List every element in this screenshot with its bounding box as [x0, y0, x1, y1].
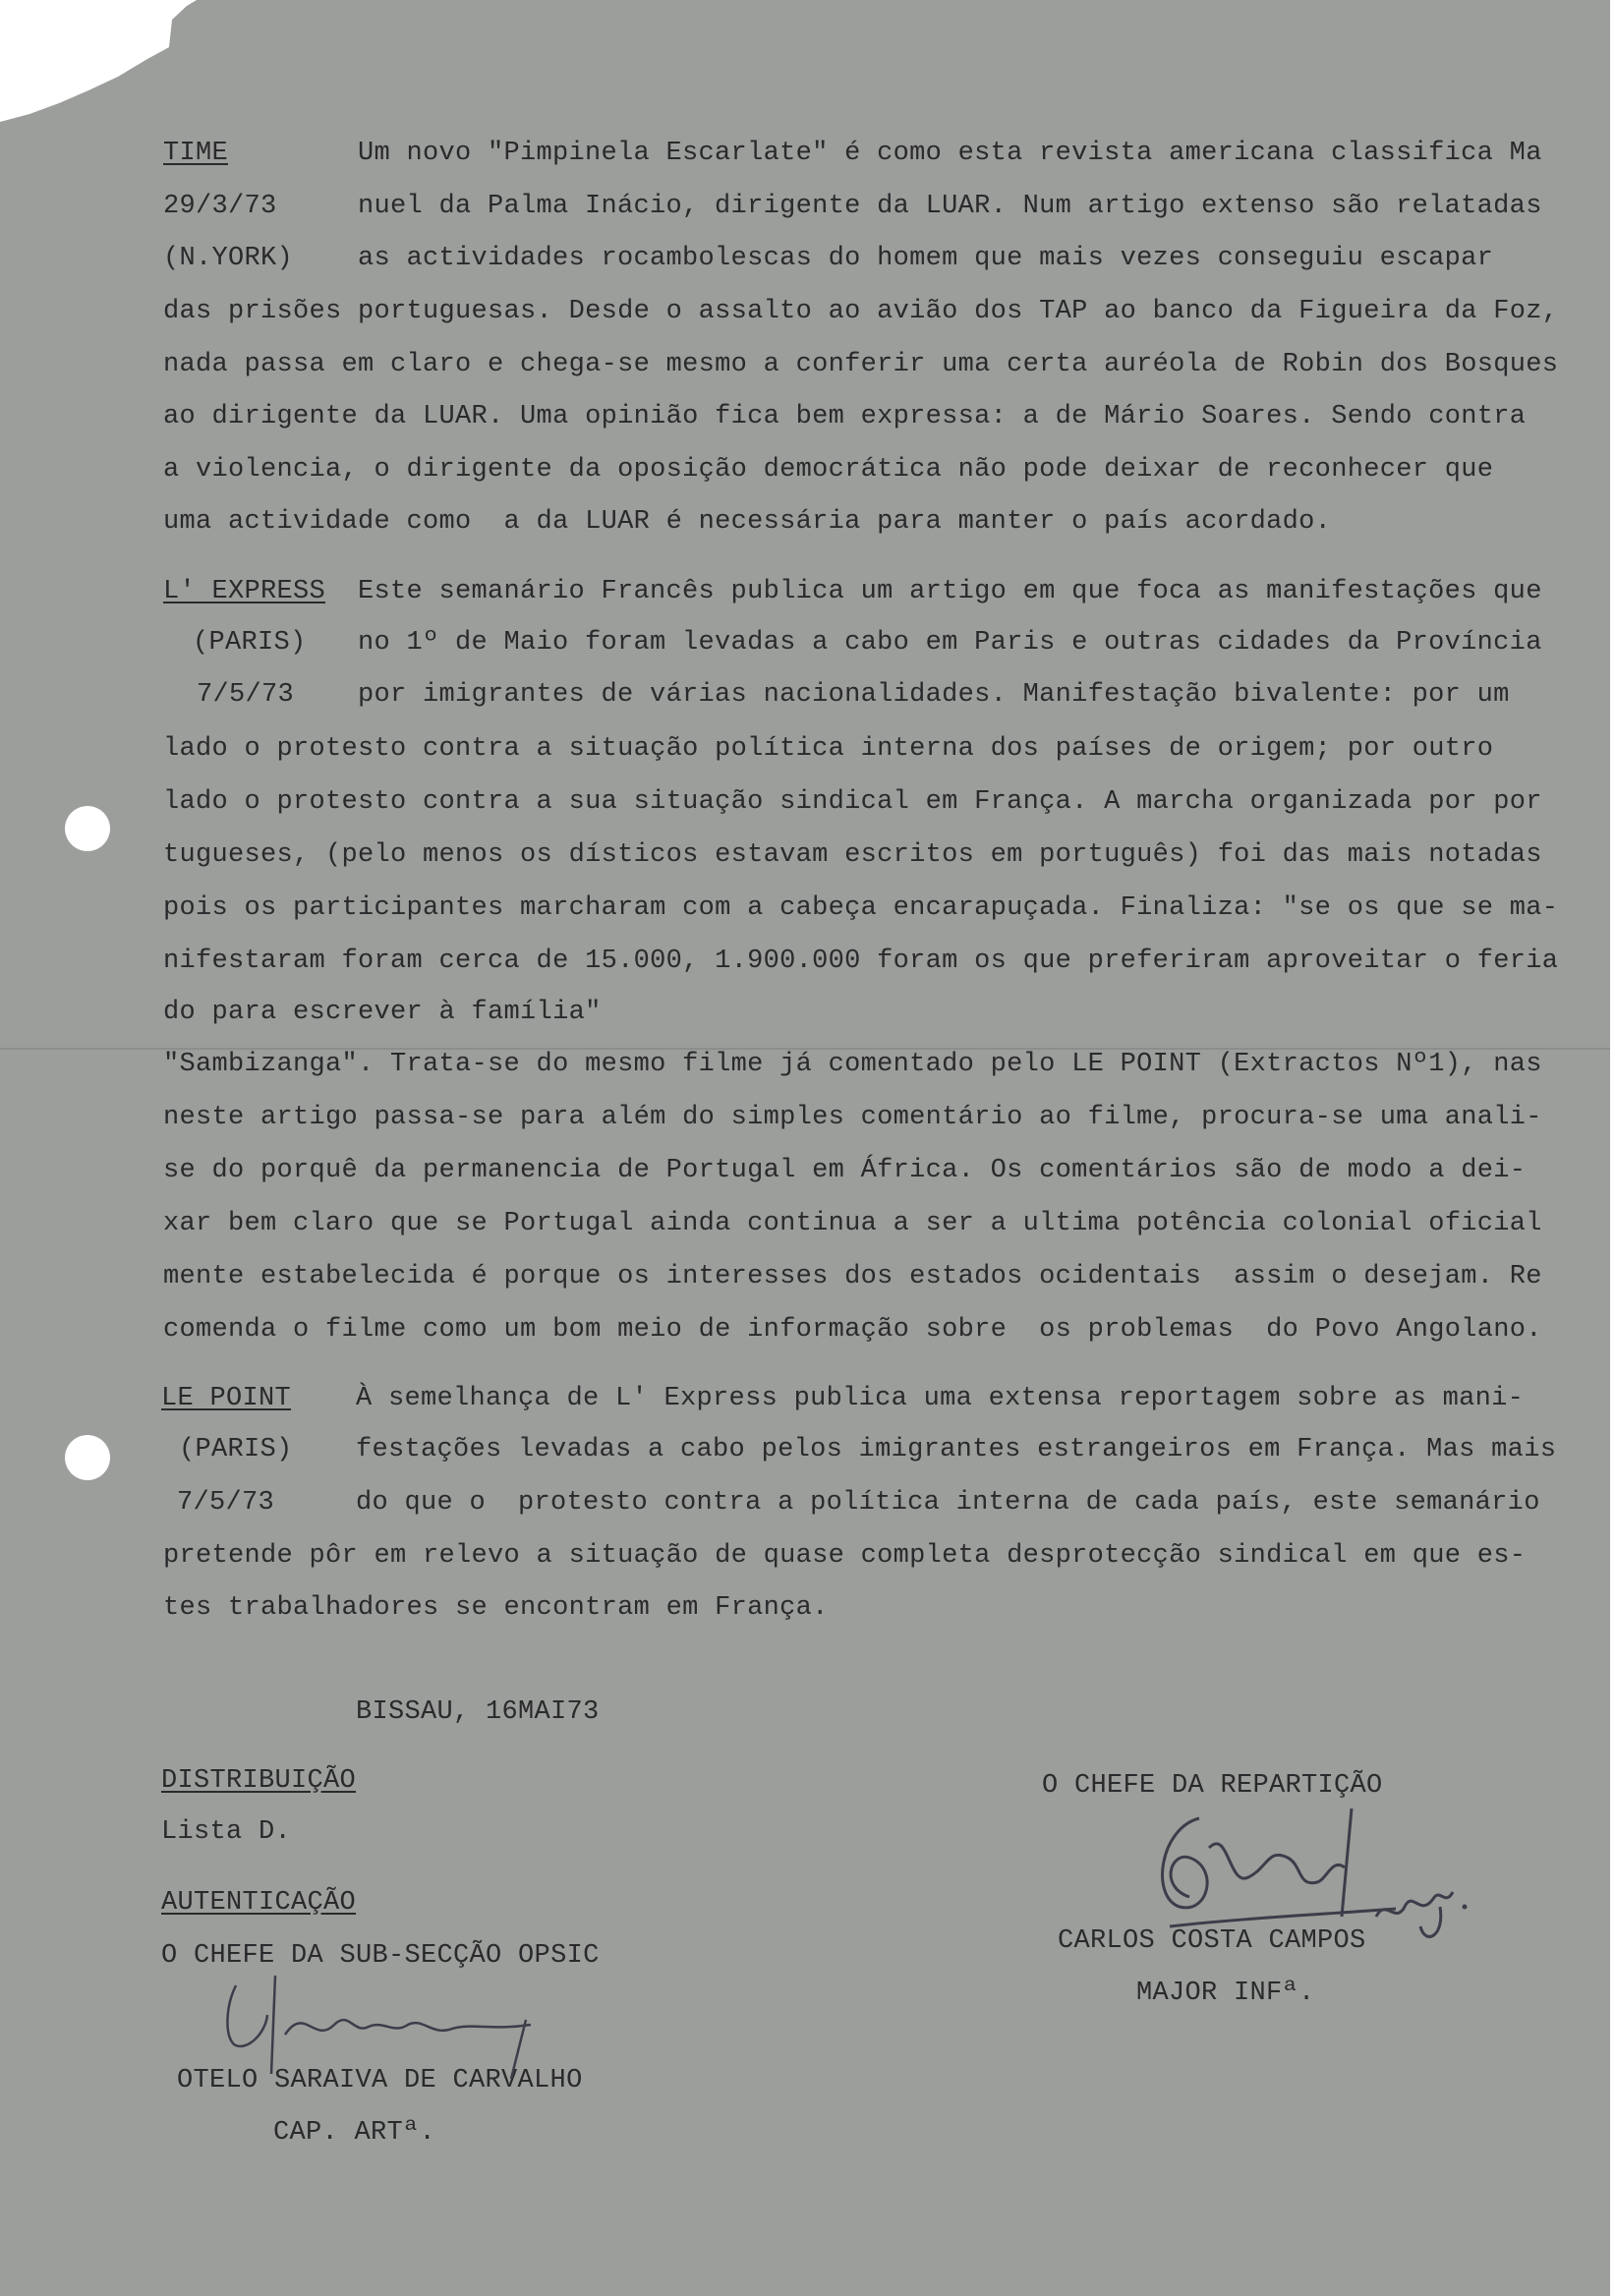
text-line: lado o protesto contra a sua situação sindical em França. A marcha organizada por por	[163, 787, 1542, 817]
text-line: nada passa em claro e chega-se mesmo a conferir uma certa auréola de Robin dos Bosques	[163, 350, 1559, 379]
text-line: neste artigo passa-se para além do simples comentário ao filme, procura-se uma anali-	[163, 1103, 1542, 1132]
punch-hole	[65, 1435, 110, 1480]
text-line: Um novo "Pimpinela Escarlate" é como esta revista americana classifica Ma	[358, 139, 1542, 168]
text-line: a violencia, o dirigente da oposição democrática não pode deixar de reconhecer que	[163, 455, 1494, 485]
signature-chief	[1121, 1789, 1494, 1946]
place-date: BISSAU, 16MAI73	[356, 1697, 600, 1727]
text-line: tes trabalhadores se encontram em França.	[163, 1593, 829, 1623]
text-line: pretende pôr em relevo a situação de quase completa desprotecção sindical em que es-	[163, 1541, 1527, 1571]
punch-hole	[65, 806, 110, 851]
text-line: pois os participantes marcharam com a cabeça encarapuçada. Finaliza: "se os que se ma-	[163, 893, 1559, 923]
source-express: L' EXPRESS	[163, 577, 326, 606]
text-line: as actividades rocambolescas do homem que mais vezes conseguiu escapar	[358, 244, 1494, 273]
place-express: (PARIS)	[193, 628, 307, 658]
signature-auth	[206, 1966, 560, 2084]
text-line: por imigrantes de várias nacionalidades. Manifestação bivalente: por um	[358, 680, 1510, 710]
place-time: (N.YORK)	[163, 244, 294, 273]
text-line: À semelhança de L' Express publica uma extensa reportagem sobre as mani-	[356, 1384, 1525, 1413]
chief-role: O CHEFE DA REPARTIÇÃO	[1042, 1771, 1383, 1801]
text-line: lado o protesto contra a situação política interna dos países de origem; por outro	[163, 734, 1494, 764]
text-line: "Sambizanga". Trata-se do mesmo filme já comentado pelo LE POINT (Extractos Nº1), nas	[163, 1050, 1542, 1079]
distribution-value: Lista D.	[161, 1817, 292, 1847]
text-line: festações levadas a cabo pelos imigrantes estrangeiros em França. Mas mais	[356, 1435, 1557, 1464]
text-line: comenda o filme como um bom meio de informação sobre os problemas do Povo Angolano.	[163, 1315, 1542, 1345]
text-line: tugueses, (pelo menos os dísticos estavam escritos em português) foi das mais notadas	[163, 840, 1542, 870]
auth-rank: CAP. ARTª.	[273, 2118, 436, 2148]
text-line: se do porquê da permanencia de Portugal em África. Os comentários são de modo a dei-	[163, 1156, 1527, 1185]
authentication-label: AUTENTICAÇÃO	[161, 1888, 357, 1918]
text-line: uma actividade como a da LUAR é necessária para manter o país acordado.	[163, 507, 1332, 537]
text-line: nuel da Palma Inácio, dirigente da LUAR. Num artigo extenso são relatadas	[358, 192, 1542, 221]
date-point: 7/5/73	[177, 1488, 275, 1518]
text-line: do que o protesto contra a política interna de cada país, este semanário	[356, 1488, 1540, 1518]
text-line: xar bem claro que se Portugal ainda continua a ser a ultima potência colonial oficial	[163, 1209, 1542, 1238]
auth-name: OTELO SARAIVA DE CARVALHO	[177, 2066, 583, 2095]
text-line: mente estabelecida é porque os interesses dos estados ocidentais assim o desejam. Re	[163, 1262, 1542, 1292]
date-time: 29/3/73	[163, 192, 277, 221]
chief-rank: MAJOR INFª.	[1136, 1979, 1315, 2008]
chief-name: CARLOS COSTA CAMPOS	[1058, 1926, 1366, 1956]
auth-role: O CHEFE DA SUB-SECÇÃO OPSIC	[161, 1941, 600, 1971]
torn-corner	[0, 0, 197, 128]
distribution-label: DISTRIBUIÇÃO	[161, 1766, 357, 1796]
source-time: TIME	[163, 139, 229, 168]
text-line: nifestaram foram cerca de 15.000, 1.900.000 foram os que preferiram aproveitar o feria	[163, 947, 1559, 976]
date-express: 7/5/73	[197, 680, 295, 710]
text-line: Este semanário Francês publica um artigo em que foca as manifestações que	[358, 577, 1542, 606]
text-line: das prisões portuguesas. Desde o assalto ao avião dos TAP ao banco da Figueira da Foz,	[163, 297, 1559, 326]
text-line: no 1º de Maio foram levadas a cabo em Paris e outras cidades da Província	[358, 628, 1542, 658]
text-line: ao dirigente da LUAR. Uma opinião fica bem expressa: a de Mário Soares. Sendo contra	[163, 402, 1527, 431]
text-line: do para escrever à família"	[163, 998, 602, 1027]
place-point: (PARIS)	[179, 1435, 293, 1464]
source-point: LE POINT	[161, 1384, 292, 1413]
